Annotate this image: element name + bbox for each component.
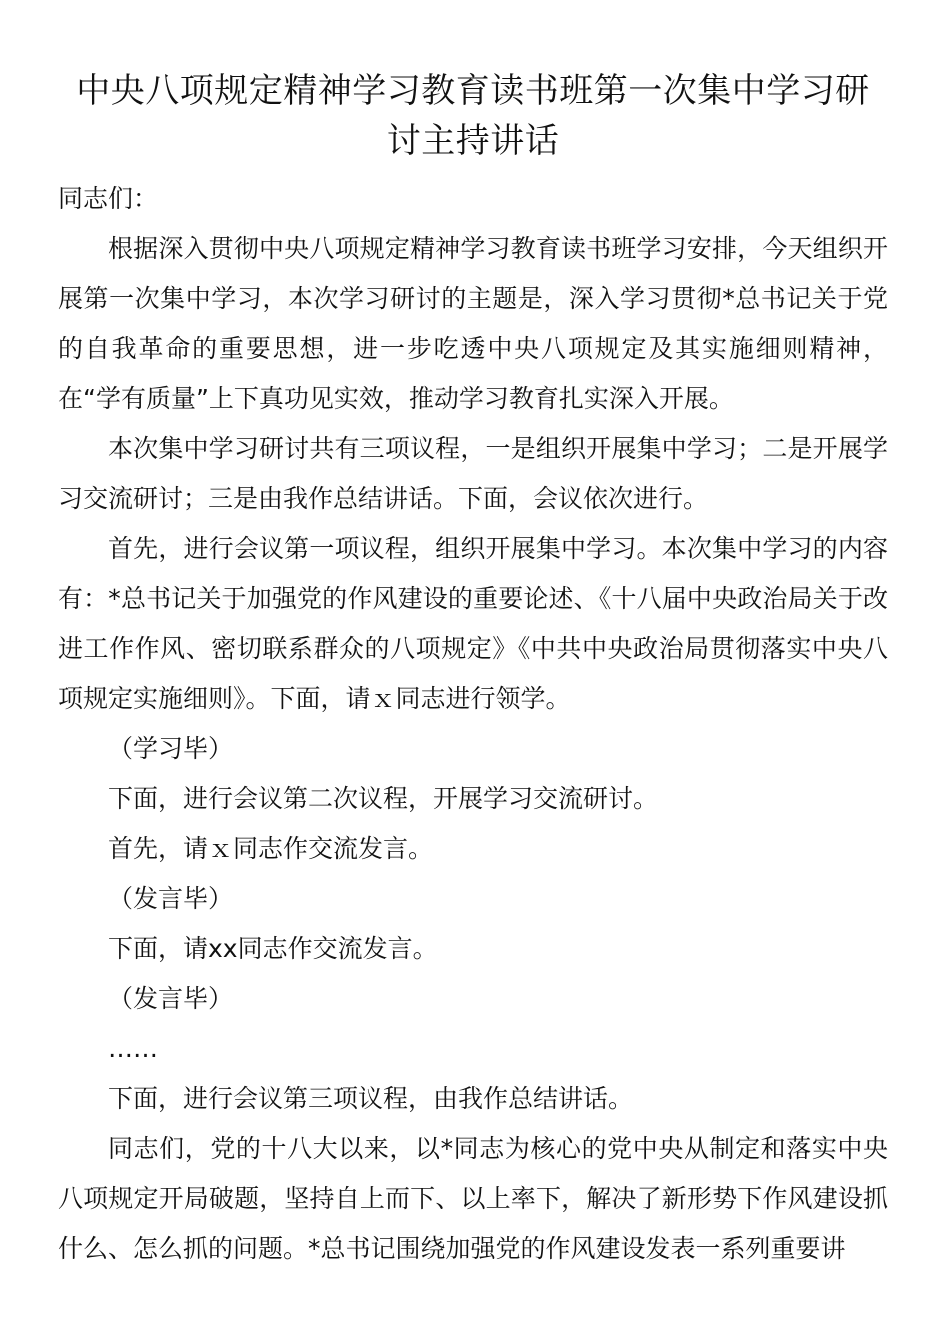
- paragraph-summary: 同志们，党的十八大以来，以*同志为核心的党中央从制定和落实中央八项规定开局破题，坚持自上而下、以上率下，解决了新形势下作风建设抓什么、怎么抓的问题。*总书记围绕加强党的作风建设发表一系列重要讲: [58, 1134, 888, 1263]
- paragraph-second-item: 下面，进行会议第二次议程，开展学习交流研讨。: [108, 784, 659, 813]
- stage-note-speech-done-2: （发言毕）: [108, 984, 234, 1013]
- title-line-1: 中央八项规定精神学习教育读书班第一次集中学习研: [76, 71, 870, 111]
- paragraph-first-item: 首先，进行会议第一项议程，组织开展集中学习。本次集中学习的内容有：*总书记关于加强党的作风建设的重要论述、《十八届中央政治局关于改进工作作风、密切联系群众的八项规定》《中共中央政治局贯彻落实中央八项规定实施细则》。下面，请ｘ同志进行领学。: [58, 534, 888, 713]
- title-line-2: 讨主持讲话: [386, 121, 560, 161]
- ellipsis-line: ……: [108, 1034, 158, 1063]
- document-title: [58, 0, 888, 166]
- stage-note-study-done: （学习毕）: [108, 734, 234, 763]
- paragraph-third-item: 下面，进行会议第三项议程，由我作总结讲话。: [108, 1084, 634, 1113]
- document-body: [58, 174, 888, 1274]
- paragraph-first-speaker: 首先，请ｘ同志作交流发言。: [108, 834, 434, 863]
- salutation: 同志们：: [58, 184, 159, 213]
- paragraph-agenda: 本次集中学习研讨共有三项议程，一是组织开展集中学习；二是开展学习交流研讨；三是由我作总结讲话。下面，会议依次进行。: [58, 434, 888, 513]
- stage-note-speech-done-1: （发言毕）: [108, 884, 234, 913]
- paragraph-intro: 根据深入贯彻中央八项规定精神学习教育读书班学习安排，今天组织开展第一次集中学习，本次学习研讨的主题是，深入学习贯彻*总书记关于党的自我革命的重要思想，进一步吃透中央八项规定及其实施细则精神，在“学有质量”上下真功见实效，推动学习教育扎实深入开展。: [58, 234, 888, 413]
- paragraph-second-speaker: 下面，请xx同志作交流发言。: [108, 934, 438, 963]
